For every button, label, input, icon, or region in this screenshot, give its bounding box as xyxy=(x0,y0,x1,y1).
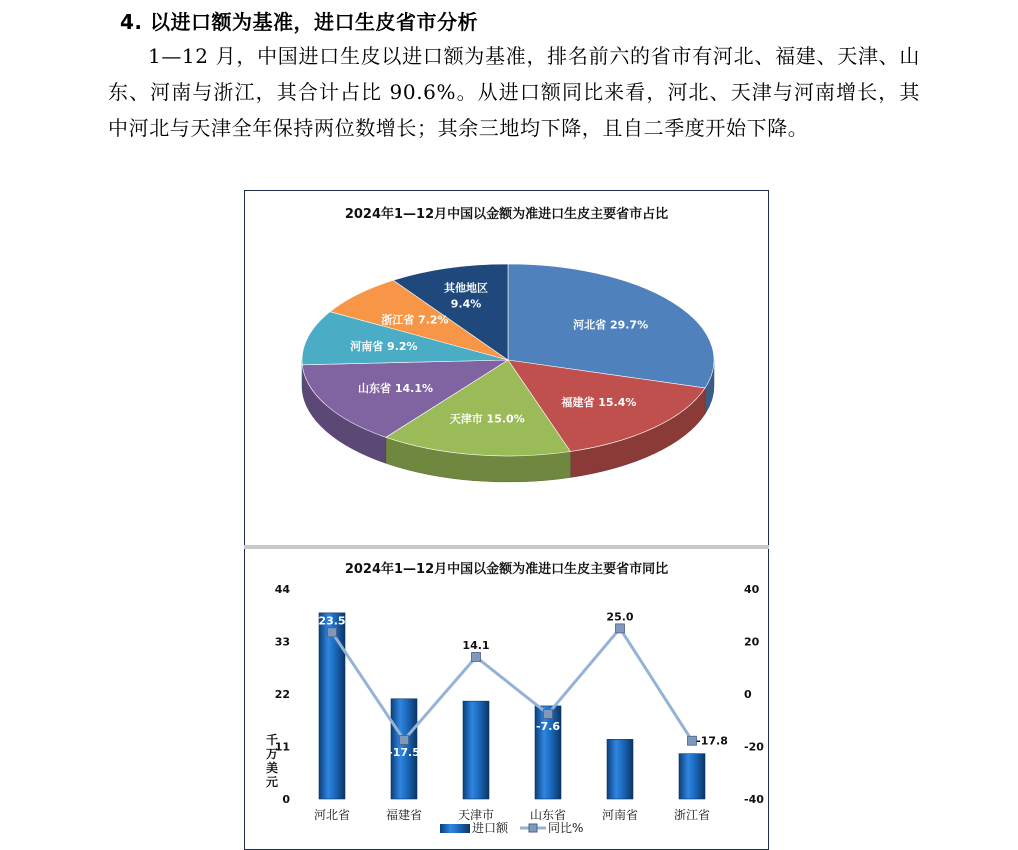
line-label-3: -7.6 xyxy=(536,720,560,733)
x-tick: 河南省 xyxy=(602,807,638,822)
line-series xyxy=(332,628,692,740)
legend-line-marker xyxy=(529,824,537,832)
y2-tick: 20 xyxy=(744,636,760,649)
y2-tick: 40 xyxy=(744,583,760,596)
y-tick: 33 xyxy=(275,636,290,649)
y-tick: 22 xyxy=(275,688,290,701)
y2-tick: -20 xyxy=(744,741,764,754)
line-point-1 xyxy=(400,735,409,744)
y-axis-label: 千万美元 xyxy=(266,732,278,789)
bar-5 xyxy=(679,754,705,799)
bar-chart-title: 2024年1—12月中国以金额为准进口生皮主要省市同比 xyxy=(244,558,769,577)
x-tick: 山东省 xyxy=(530,807,566,822)
bar-4 xyxy=(607,739,633,799)
bar-2 xyxy=(463,701,489,799)
pie-label-2: 天津市 15.0% xyxy=(450,412,525,426)
pie-label-4: 河南省 9.2% xyxy=(350,339,417,353)
line-point-3 xyxy=(544,709,553,718)
line-label-5: -17.8 xyxy=(696,735,728,748)
legend-bar-label: 进口额 xyxy=(472,820,509,835)
line-point-0 xyxy=(328,628,337,637)
y-tick: 0 xyxy=(282,793,290,806)
pie-chart-title: 2024年1—12月中国以金额为准进口生皮主要省市占比 xyxy=(244,203,769,222)
line-label-2: 14.1 xyxy=(462,639,489,652)
pie-label-5: 浙江省 7.2% xyxy=(381,312,448,326)
y-tick: 44 xyxy=(275,583,291,596)
x-tick: 福建省 xyxy=(386,807,422,822)
pie-label-3: 山东省 14.1% xyxy=(358,381,433,395)
line-label-1: -17.5 xyxy=(388,746,420,759)
line-point-2 xyxy=(472,652,481,661)
section-paragraph: 1—12 月，中国进口生皮以进口额为基准，排名前六的省市有河北、福建、天津、山东、河南与浙江，其合计占比 90.6%。从进口额同比来看，河北、天津与河南增长，其中河北与天津全年保持两位数增长；其余三地均下降，且自二季度开始下降。 xyxy=(108,38,920,146)
line-label-4: 25.0 xyxy=(606,610,633,623)
y2-tick: 0 xyxy=(744,688,752,701)
pie-label-1: 福建省 15.4% xyxy=(560,395,636,409)
legend-line-label: 同比% xyxy=(548,821,583,835)
pie-label-0: 河北省 29.7% xyxy=(573,318,648,332)
pie-chart xyxy=(244,190,769,545)
x-tick: 天津市 xyxy=(458,807,494,822)
x-tick: 河北省 xyxy=(314,807,350,822)
legend-bar-swatch xyxy=(440,824,470,833)
line-label-0: 23.5 xyxy=(318,614,345,627)
line-point-5 xyxy=(688,736,697,745)
bar-line-chart xyxy=(244,549,769,847)
pie-label-6: 其他地区 9.4% xyxy=(444,281,488,311)
section-heading: 4. 以进口额为基准，进口生皮省市分析 xyxy=(120,6,478,35)
line-point-4 xyxy=(616,624,625,633)
bar-0 xyxy=(319,613,345,799)
x-tick: 浙江省 xyxy=(674,807,710,822)
y-tick: 11 xyxy=(275,741,290,754)
y2-tick: -40 xyxy=(744,793,764,806)
